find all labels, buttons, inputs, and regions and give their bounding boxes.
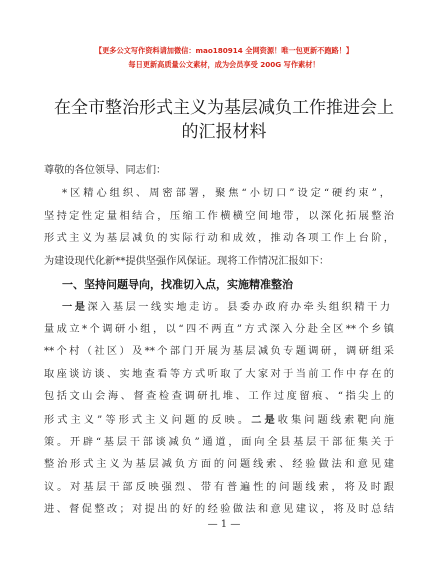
salutation: 尊敬的各位领导、同志们： [44,165,167,176]
section-1-line: 量成立*个调研小组，以“四不两直”方式深入分赴全区**个乡镇 [44,323,394,335]
intro-line: 坚持定性定量相结合，压缩工作横横空间地带，以深化拓展整治 [44,210,394,222]
lead-marker-2: 二是 [251,413,278,426]
section-1-line: 包括文山会海、督查检查调研扎堆、工作过度留痕、“指尖上的 [44,391,394,403]
section-1-line: **个村（社区）及**个部门开展为基层减负专题调研，调研组采 [44,346,394,358]
lead-text-1: 深入基层一线实地走访。县委办政府办牵头组织精干力 [87,302,390,313]
lead-marker-1: 一是 [62,301,88,313]
section-1-lead-line [62,296,390,319]
intro-line: *区精心组织、周密部署，聚焦“小切口”设定“硬约束”， [62,188,390,199]
promo-banner-line-2: 每日更新高质量公文素材，成为会员享受 200G 写作素材！ [128,60,320,69]
section-1-line: 议。对基层干部反映强烈、带有普遍性的问题线索，将及时跟 [44,481,394,493]
title-line-1: 在全市整治形式主义为基层减负工作推进会上 [54,98,394,118]
section-1-line: 策。开辟“基层干部谈减负”通道，面向全县基层干部征集关于 [44,436,394,448]
title-line-2: 的汇报材料 [181,122,267,142]
section-1-lead [62,296,390,319]
intro-paragraph [62,183,390,206]
page-number: — 1 — [207,519,241,530]
section-1-line: 取座谈访谈、实地查看等方式听取了大家对于当前工作中存在的 [44,368,394,380]
lead-text-2: 收集问题线索靶向施 [277,414,394,426]
salutation-block [44,160,394,183]
document-title [40,96,408,144]
section-1-heading-block [62,274,390,297]
intro-line: 形式主义为基层减负的实际行动和成效，推动各项工作上台阶， [44,233,394,245]
section-1-line-mixed [44,409,394,432]
section-1-heading: 一、坚持问题导向，找准切入点，实施精准整治 [62,277,293,291]
section-1-line: 整治形式主义为基层减负方面的问题线索、经验做法和意见建 [44,459,394,471]
intro-line: 为建设现代化新**提供坚强作风保证。现将工作情况汇报如下： [44,255,330,267]
section-1-paragraph [44,319,394,522]
section-1-line: 进、督促整改；对提出的好的经验做法和意见建议，将及时总结 [44,504,394,516]
promo-banner-line-1: 【更多公文写作资料请加微信：mao180914 全网资源！唯一包更新不跑路！】 [94,46,354,55]
section-1-text: 形式主义”等形式主义问题的反映。 [44,414,252,426]
intro-paragraph-cont [44,206,394,274]
